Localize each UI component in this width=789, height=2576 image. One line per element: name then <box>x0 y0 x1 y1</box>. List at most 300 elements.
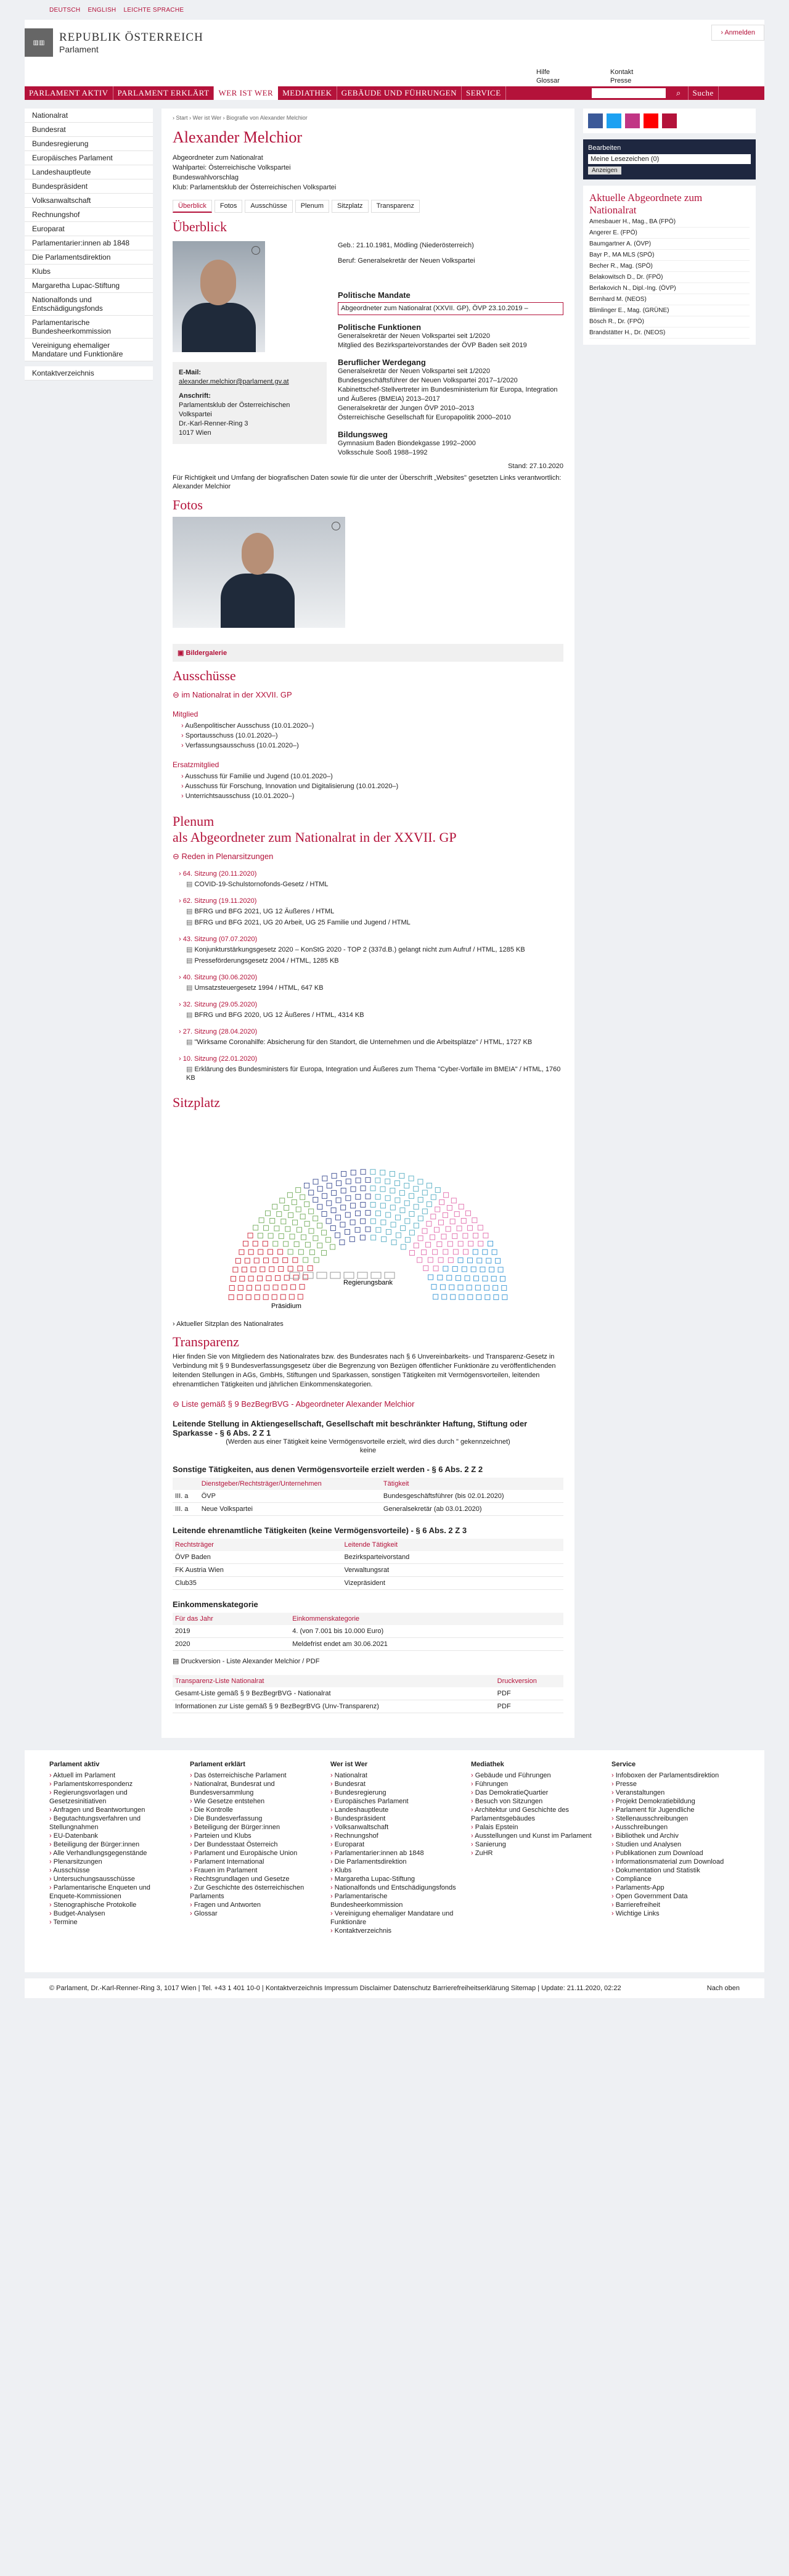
footer-link[interactable]: › Europarat <box>330 1840 459 1849</box>
footer-link[interactable]: › Ausstellungen und Kunst im Parlament <box>471 1832 599 1840</box>
leftnav-item[interactable]: Margaretha Lupac-Stiftung <box>25 279 153 293</box>
footer-link[interactable]: › Führungen <box>471 1780 599 1788</box>
footer-link[interactable]: › Kontaktverzeichnis <box>330 1927 459 1935</box>
mp-item[interactable]: Bösch R., Dr. (FPÖ) <box>589 316 750 327</box>
seat <box>386 1230 391 1235</box>
nav-gebaeude[interactable]: GEBÄUDE UND FÜHRUNGEN <box>337 86 462 100</box>
leftnav-item[interactable]: Europarat <box>25 222 153 236</box>
seat <box>418 1197 423 1202</box>
footer-link[interactable]: › Stenographische Protokolle <box>49 1901 178 1909</box>
seat <box>375 1211 380 1216</box>
seat <box>298 1249 303 1254</box>
seat <box>309 1228 314 1233</box>
list-item[interactable]: › Sportausschuss (10.01.2020–) <box>181 731 563 741</box>
search-button[interactable]: ⌕ Suche <box>666 86 764 100</box>
seat <box>396 1233 401 1238</box>
seat <box>443 1266 448 1271</box>
seat <box>293 1257 298 1262</box>
seat <box>298 1294 303 1299</box>
lang-easy[interactable]: LEICHTE SPRACHE <box>123 6 184 14</box>
footer-bar <box>25 1978 764 1998</box>
gallery-link[interactable]: ▣ Bildergalerie <box>173 644 563 662</box>
seat <box>430 1235 435 1240</box>
app-icon[interactable] <box>662 113 677 128</box>
mp-item[interactable]: Baumgartner A. (ÖVP) <box>589 239 750 250</box>
table-row: III. a ÖVP Bundesgeschäftsführer (bis 02.01.2020) <box>173 1490 563 1503</box>
footer-column <box>190 1760 318 1972</box>
footer-link[interactable]: › Das DemokratieQuartier <box>471 1788 599 1797</box>
seat <box>237 1294 242 1299</box>
seat <box>263 1258 268 1263</box>
footer-column-title[interactable]: Wer ist Wer <box>330 1761 368 1768</box>
footer-link[interactable]: › Volksanwaltschaft <box>330 1823 459 1832</box>
seat-title: Sitzplatz <box>173 1095 220 1110</box>
mp-item[interactable]: Bernhard M. (NEOS) <box>589 294 750 305</box>
seat <box>242 1267 247 1272</box>
seat <box>380 1203 385 1208</box>
list-item[interactable]: › Unterrichtsausschuss (10.01.2020–) <box>181 791 563 801</box>
mp-item[interactable]: Brandstätter H., Dr. (NEOS) <box>589 327 750 339</box>
seat <box>465 1276 470 1281</box>
seat <box>390 1171 394 1176</box>
footer-link[interactable]: › Open Government Data <box>611 1892 740 1901</box>
seat <box>386 1212 391 1217</box>
zoom-icon[interactable] <box>332 522 340 530</box>
seat <box>468 1258 473 1263</box>
seat <box>395 1198 400 1203</box>
seat <box>264 1285 269 1290</box>
seat <box>361 1202 366 1207</box>
seating-chart <box>173 1117 563 1320</box>
leftnav-item[interactable]: Bundesrat <box>25 123 153 137</box>
header-links <box>536 68 684 85</box>
seat <box>457 1226 462 1231</box>
footer-link[interactable]: › ZuHR <box>471 1849 599 1858</box>
seat <box>317 1204 322 1209</box>
footer-link[interactable]: › Parlament International <box>190 1858 318 1866</box>
footer-link[interactable]: › Aktuell im Parlament <box>49 1771 178 1780</box>
seat <box>345 1230 350 1235</box>
seat <box>380 1187 385 1191</box>
footer-link[interactable]: › Studien und Analysen <box>611 1840 740 1849</box>
top-language-bar <box>0 0 789 20</box>
transparency-group[interactable]: ⊖ Liste gemäß § 9 BezBegrBVG - Abgeordneter Alexander Melchior <box>173 1399 415 1409</box>
leftnav-item[interactable]: Landeshauptleute <box>25 165 153 179</box>
footer-link[interactable]: › Informationsmaterial zum Download <box>611 1858 740 1866</box>
list-item[interactable]: › Außenpolitischer Ausschuss (10.01.2020–) <box>181 721 563 731</box>
footer-link[interactable]: › Begutachtungsverfahren und Stellungnahmen <box>49 1814 178 1832</box>
collapse-icon: ⊖ <box>173 690 179 699</box>
portrait-photo[interactable] <box>173 241 265 352</box>
show-button[interactable]: Anzeigen <box>588 167 621 175</box>
seat <box>409 1230 414 1235</box>
table-row: III. a Neue Volkspartei Generalsekretär (ab 03.01.2020) <box>173 1503 563 1516</box>
honorary-table: Rechtsträger Leitende Tätigkeit ÖVP Baden Bezirksparteivorstand FK Austria Wien Verwaltungsrat Club35 Vizepräsident <box>173 1539 563 1590</box>
mp-item[interactable]: Becher R., Mag. (SPÖ) <box>589 261 750 272</box>
footer-link[interactable]: › Glossar <box>190 1909 318 1918</box>
seat <box>309 1209 314 1214</box>
seat <box>229 1294 234 1299</box>
seat <box>391 1240 396 1245</box>
seat <box>491 1276 496 1281</box>
seat <box>288 1212 293 1217</box>
seat <box>472 1218 477 1223</box>
presidium-label: Präsidium <box>271 1302 301 1310</box>
footer-link[interactable]: › Besuch von Sitzungen <box>471 1797 599 1806</box>
footer-link[interactable]: › Europäisches Parlament <box>330 1797 459 1806</box>
seat <box>291 1285 296 1290</box>
footer-link[interactable]: › Rechnungshof <box>330 1832 459 1840</box>
seat <box>273 1241 278 1246</box>
footer-link[interactable]: › Bibliothek und Archiv <box>611 1832 740 1840</box>
born-info: Geb.: 21.10.1981, Mödling (Niederösterreich) <box>338 242 474 249</box>
leftnav-item[interactable]: Volksanwaltschaft <box>25 194 153 208</box>
footer-link[interactable]: › Beteiligung der Bürger:innen <box>190 1823 318 1832</box>
footer-link[interactable]: › Klubs <box>330 1866 459 1875</box>
instagram-icon[interactable] <box>625 113 640 128</box>
contact-link[interactable]: Kontakt <box>610 68 634 76</box>
seat <box>438 1257 443 1262</box>
tab-ueberblick[interactable]: Überblick <box>173 200 212 213</box>
seat <box>341 1205 346 1210</box>
press-link[interactable]: Presse <box>610 77 632 84</box>
footer-link[interactable]: › Architektur und Geschichte des Parlamentsgebäudes <box>471 1806 599 1823</box>
footer-link[interactable]: › Die Parlamentsdirektion <box>330 1858 459 1866</box>
footer-link[interactable]: › Parteien und Klubs <box>190 1832 318 1840</box>
seat <box>488 1241 493 1246</box>
seat <box>437 1242 442 1247</box>
footer-link[interactable]: › Der Bundesstaat Österreich <box>190 1840 318 1849</box>
seat <box>326 1219 331 1224</box>
seat <box>452 1267 457 1272</box>
footer-link[interactable]: › Sanierung <box>471 1840 599 1849</box>
glossary-link[interactable]: Glossar <box>536 77 560 84</box>
responsibility-note: Für Richtigkeit und Umfang der biografischen Daten sowie für die unter der Überschrift „Websites" gesetzten Links verantwortlich: Alexander Melchior <box>173 474 562 490</box>
seat <box>245 1258 250 1263</box>
email-link[interactable]: alexander.melchior@parlament.gv.at <box>179 378 289 385</box>
gov-seat <box>385 1272 394 1278</box>
footer-link[interactable]: › Untersuchungsausschüsse <box>49 1875 178 1883</box>
seat <box>305 1183 309 1188</box>
mp-item[interactable]: Bayr P., MA MLS (SPÖ) <box>589 250 750 261</box>
seat <box>471 1267 476 1272</box>
footer-link[interactable]: › Fragen und Antworten <box>190 1901 318 1909</box>
leftnav-item[interactable]: Klubs <box>25 265 153 279</box>
seat <box>289 1294 294 1299</box>
seat <box>270 1219 275 1224</box>
seat <box>264 1225 269 1230</box>
seat <box>269 1267 274 1272</box>
gov-seat <box>344 1272 354 1278</box>
footer-link[interactable]: › Die Bundesverfassung <box>190 1814 318 1823</box>
leftnav-item[interactable]: Kontaktverzeichnis <box>25 366 153 381</box>
seat <box>492 1249 497 1254</box>
nav-parlament-aktiv[interactable]: PARLAMENT AKTIV <box>25 86 113 100</box>
footer-link[interactable]: › Bundesrat <box>330 1780 459 1788</box>
list-item[interactable]: › Verfassungsausschuss (10.01.2020–) <box>181 741 563 751</box>
job-info: Beruf: Generalsekretär der Neuen Volkspartei <box>338 257 475 265</box>
seat <box>391 1222 396 1227</box>
footer-link[interactable]: › Parlamentarische Enqueten und Enquete-Kommissionen <box>49 1883 178 1901</box>
leftnav-item[interactable]: Rechnungshof <box>25 208 153 222</box>
leftnav-item[interactable]: Vereinigung ehemaliger Mandatare und Funktionäre <box>25 339 153 361</box>
footer-link[interactable]: › Margaretha Lupac-Stiftung <box>330 1875 459 1883</box>
footer-link[interactable]: › Nationalrat <box>330 1771 459 1780</box>
footer-link[interactable]: › Budget-Analysen <box>49 1909 178 1918</box>
seat <box>346 1196 351 1201</box>
seating-plan <box>173 1117 563 1320</box>
footer-link[interactable]: › Barrierefreiheit <box>611 1901 740 1909</box>
seat <box>285 1227 290 1232</box>
seat <box>401 1225 406 1230</box>
seat <box>502 1285 507 1290</box>
seat <box>370 1169 375 1174</box>
seat <box>313 1197 318 1202</box>
footer-link[interactable]: › Presse <box>611 1780 740 1788</box>
mp-item[interactable]: Angerer E. (FPÖ) <box>589 228 750 239</box>
footer-link[interactable]: › Parlaments-App <box>611 1883 740 1892</box>
lang-de[interactable]: DEUTSCH <box>49 6 81 14</box>
seat <box>290 1234 295 1239</box>
seat <box>428 1257 433 1262</box>
help-link[interactable]: Hilfe <box>536 68 550 76</box>
leftnav-item[interactable]: Die Parlamentsdirektion <box>25 250 153 265</box>
seat <box>305 1242 310 1247</box>
nav-wer-ist-wer[interactable]: WER IST WER <box>214 86 278 100</box>
leftnav-item[interactable]: Bundesregierung <box>25 137 153 151</box>
seat <box>361 1219 366 1224</box>
seat <box>476 1294 481 1299</box>
seat <box>464 1249 468 1254</box>
footer-column-title[interactable]: Service <box>611 1761 636 1768</box>
logo-title: REPUBLIK ÖSTERREICH <box>59 31 203 44</box>
seat <box>297 1227 302 1232</box>
seat <box>465 1211 470 1216</box>
tab-ausschuesse[interactable]: Ausschüsse <box>245 200 292 213</box>
bookmark-select[interactable]: Meine Lesezeichen (0) <box>588 154 751 164</box>
print-link[interactable]: ▤ Druckversion - Liste Alexander Melchior / PDF <box>173 1658 320 1665</box>
seat <box>287 1193 292 1198</box>
footer-link[interactable]: › Rechtsgrundlagen und Gesetze <box>190 1875 318 1883</box>
seat <box>438 1220 443 1225</box>
parliament-logo-icon: ▥▥ <box>25 28 53 57</box>
seat <box>356 1211 361 1216</box>
mp-item[interactable]: Amesbauer H., Mag., BA (FPÖ) <box>589 216 750 228</box>
footer-link[interactable]: › Nationalrat, Bundesrat und Bundesversammlung <box>190 1780 318 1797</box>
footer-link[interactable]: › Parlamentskorrespondenz <box>49 1780 178 1788</box>
footer-link[interactable]: › Infoboxen der Parlamentsdirektion <box>611 1771 740 1780</box>
seat <box>330 1225 335 1230</box>
login-button[interactable]: › Anmelden <box>711 25 764 41</box>
footer-link[interactable]: › Projekt Demokratiebildung <box>611 1797 740 1806</box>
footer-link[interactable]: › Wie Gesetze entstehen <box>190 1797 318 1806</box>
seat <box>246 1294 251 1299</box>
footer-link[interactable]: › Parlamentarische Bundesheerkommission <box>330 1892 459 1909</box>
seat <box>268 1249 272 1254</box>
seat <box>394 1181 399 1186</box>
leftnav-item[interactable]: Bundespräsident <box>25 179 153 194</box>
footer-link[interactable]: › Vereinigung ehemaliger Mandatare und Funktionäre <box>330 1909 459 1927</box>
footer-link[interactable]: › Frauen im Parlament <box>190 1866 318 1875</box>
footer-column-title[interactable]: Parlament erklärt <box>190 1761 245 1768</box>
leftnav-item[interactable]: Europäisches Parlament <box>25 151 153 165</box>
seat <box>309 1190 314 1195</box>
seat <box>278 1249 283 1254</box>
seat <box>427 1202 431 1207</box>
tab-fotos[interactable]: Fotos <box>215 200 243 213</box>
youtube-icon[interactable] <box>644 113 658 128</box>
tab-sitzplatz[interactable]: Sitzplatz <box>332 200 369 213</box>
footer-link[interactable]: › Die Kontrolle <box>190 1806 318 1814</box>
mp-item[interactable]: Blimlinger E., Mag. (GRÜNE) <box>589 305 750 316</box>
footer-link[interactable]: › Parlament und Europäische Union <box>190 1849 318 1858</box>
seat <box>422 1228 427 1233</box>
seat <box>427 1221 431 1226</box>
list-item[interactable]: › Ausschuss für Forschung, Innovation und Digitalisierung (10.01.2020–) <box>181 781 563 791</box>
seat <box>345 1212 350 1217</box>
seat <box>399 1190 404 1195</box>
seat <box>361 1186 366 1191</box>
seat <box>346 1179 351 1184</box>
seat <box>435 1207 440 1212</box>
seat <box>238 1285 243 1290</box>
footer-link[interactable]: › Palais Epstein <box>471 1823 599 1832</box>
nav-service[interactable]: SERVICE <box>462 86 506 100</box>
footer-column-title[interactable]: Parlament aktiv <box>49 1761 100 1768</box>
footer-link[interactable]: › Landeshauptleute <box>330 1806 459 1814</box>
seat <box>433 1249 438 1254</box>
search-input[interactable] <box>592 88 666 98</box>
seat <box>458 1285 463 1290</box>
seat <box>247 1285 251 1290</box>
footer-link[interactable]: › Nationalfonds und Entschädigungsfonds <box>330 1883 459 1892</box>
back-to-top-link[interactable]: Nach oben <box>706 1985 740 1992</box>
tab-plenum[interactable]: Plenum <box>295 200 329 213</box>
footer-link[interactable]: › Zur Geschichte des österreichischen Parlaments <box>190 1883 318 1901</box>
footer-link[interactable]: › Publikationen zum Download <box>611 1849 740 1858</box>
seat <box>418 1236 423 1241</box>
footer-link[interactable]: › Beteiligung der Bürger:innen <box>49 1840 178 1849</box>
seat <box>467 1225 472 1230</box>
footer-link[interactable]: › Ausschreibungen <box>611 1823 740 1832</box>
twitter-icon[interactable] <box>607 113 621 128</box>
seat <box>462 1267 467 1272</box>
seat <box>309 1250 314 1255</box>
seat <box>313 1179 318 1184</box>
footer-link[interactable]: › Regierungsvorlagen und Gesetzesinitiativen <box>49 1788 178 1806</box>
seat <box>279 1233 284 1238</box>
seat <box>361 1169 366 1174</box>
footer-link[interactable]: › Wichtige Links <box>611 1909 740 1918</box>
footer-link[interactable]: › Parlament für Jugendliche <box>611 1806 740 1814</box>
plenum-title: Plenum <box>173 813 215 829</box>
mp-item[interactable]: Berlakovich N., Dipl.-Ing. (ÖVP) <box>589 283 750 294</box>
footer-column-title[interactable]: Mediathek <box>471 1761 504 1768</box>
footer-link[interactable]: › Das österreichische Parlament <box>190 1771 318 1780</box>
seat <box>235 1258 240 1263</box>
seat <box>480 1267 485 1272</box>
lang-en[interactable]: ENGLISH <box>88 6 117 14</box>
gov-seat <box>303 1272 313 1278</box>
seat <box>459 1204 464 1209</box>
seat <box>330 1245 335 1249</box>
seat <box>317 1243 322 1248</box>
footer-link[interactable]: › Compliance <box>611 1875 740 1883</box>
page-subtitle: Abgeordneter zum Nationalrat Wahlpartei: Österreichische Volkspartei Bundeswahlvorschlag Klub: Parlamentsklub der Österreichischen Volkspartei <box>173 154 337 191</box>
nav-parlament-erklaert[interactable]: PARLAMENT ERKLÄRT <box>113 86 215 100</box>
tab-transparenz[interactable]: Transparenz <box>371 200 420 213</box>
footer-link[interactable]: › Anfragen und Beantwortungen <box>49 1806 178 1814</box>
seat <box>375 1195 380 1200</box>
seat <box>305 1202 309 1207</box>
mp-item[interactable]: Belakowitsch D., Dr. (FPÖ) <box>589 272 750 283</box>
footer-info: © Parlament, Dr.-Karl-Renner-Ring 3, 1017 Wien | Tel. +43 1 401 10-0 | Kontaktverzeichnis Impressum Disclaimer Datenschutz Barrierefreiheitserklärung Sitemap | Update: 21.11.2020, 02:22 <box>49 1985 621 1992</box>
speeches-group[interactable]: ⊖ Reden in Plenarsitzungen <box>173 852 274 861</box>
logo[interactable] <box>25 28 203 57</box>
seat <box>292 1200 296 1204</box>
seat <box>433 1294 438 1299</box>
zoom-icon[interactable] <box>251 246 260 255</box>
seat <box>296 1207 301 1212</box>
footer-link[interactable]: › Gebäude und Führungen <box>471 1771 599 1780</box>
list-item[interactable]: › Ausschuss für Familie und Jugend (10.01.2020–) <box>181 772 563 781</box>
committees-group[interactable]: ⊖ im Nationalrat in der XXVII. GP <box>173 690 292 699</box>
footer-link[interactable]: › Stellenausschreibungen <box>611 1814 740 1823</box>
seat <box>366 1211 370 1216</box>
table-row: Club35 Vizepräsident <box>173 1577 563 1590</box>
footer-column <box>49 1760 178 1972</box>
committees-title: Ausschüsse <box>173 668 236 683</box>
seat <box>300 1195 305 1200</box>
leftnav-item[interactable]: Parlamentarier:innen ab 1848 <box>25 236 153 250</box>
leftnav-item[interactable]: Parlamentarische Bundesheerkommission <box>25 316 153 339</box>
seat <box>258 1249 263 1254</box>
seat <box>258 1276 263 1281</box>
seat <box>405 1219 410 1224</box>
facebook-icon[interactable] <box>588 113 603 128</box>
footer-link[interactable]: › EU-Datenbank <box>49 1832 178 1840</box>
leftnav-item[interactable]: Nationalrat <box>25 109 153 123</box>
mandate-box: Abgeordneter zum Nationalrat (XXVII. GP), ÖVP 23.10.2019 – <box>338 302 563 315</box>
seat <box>356 1195 361 1200</box>
footer-column <box>611 1760 740 1972</box>
seat <box>417 1257 422 1262</box>
leftnav-item[interactable]: Nationalfonds und Entschädigungsfonds <box>25 293 153 316</box>
seat <box>259 1218 264 1223</box>
footer-link[interactable]: › Bundespräsident <box>330 1814 459 1823</box>
nav-mediathek[interactable]: MEDIATHEK <box>278 86 337 100</box>
seat-plan-link[interactable]: › Aktueller Sitzplan des Nationalrates <box>173 1320 284 1328</box>
seat <box>266 1211 271 1216</box>
footer-link[interactable]: › Termine <box>49 1918 178 1927</box>
footer-link[interactable]: › Alle Verhandlungsgegenstände <box>49 1849 178 1858</box>
seat <box>260 1267 265 1272</box>
current-mps-title: Aktuelle Abgeordnete zum Nationalrat <box>589 192 703 216</box>
footer-link[interactable]: › Dokumentation und Statistik <box>611 1866 740 1875</box>
footer-link[interactable]: › Ausschüsse <box>49 1866 178 1875</box>
footer-column <box>330 1760 459 1972</box>
seat <box>434 1227 439 1232</box>
footer-link[interactable]: › Veranstaltungen <box>611 1788 740 1797</box>
seat <box>409 1176 414 1181</box>
footer-link[interactable]: › Plenarsitzungen <box>49 1858 178 1866</box>
footer-link[interactable]: › Bundesregierung <box>330 1788 459 1797</box>
transparency-title: Transparenz <box>173 1334 239 1349</box>
footer-link[interactable]: › Parlamentarier:innen ab 1848 <box>330 1849 459 1858</box>
gallery-photo[interactable] <box>173 517 345 628</box>
seat <box>273 1285 278 1290</box>
seat <box>317 1223 322 1228</box>
